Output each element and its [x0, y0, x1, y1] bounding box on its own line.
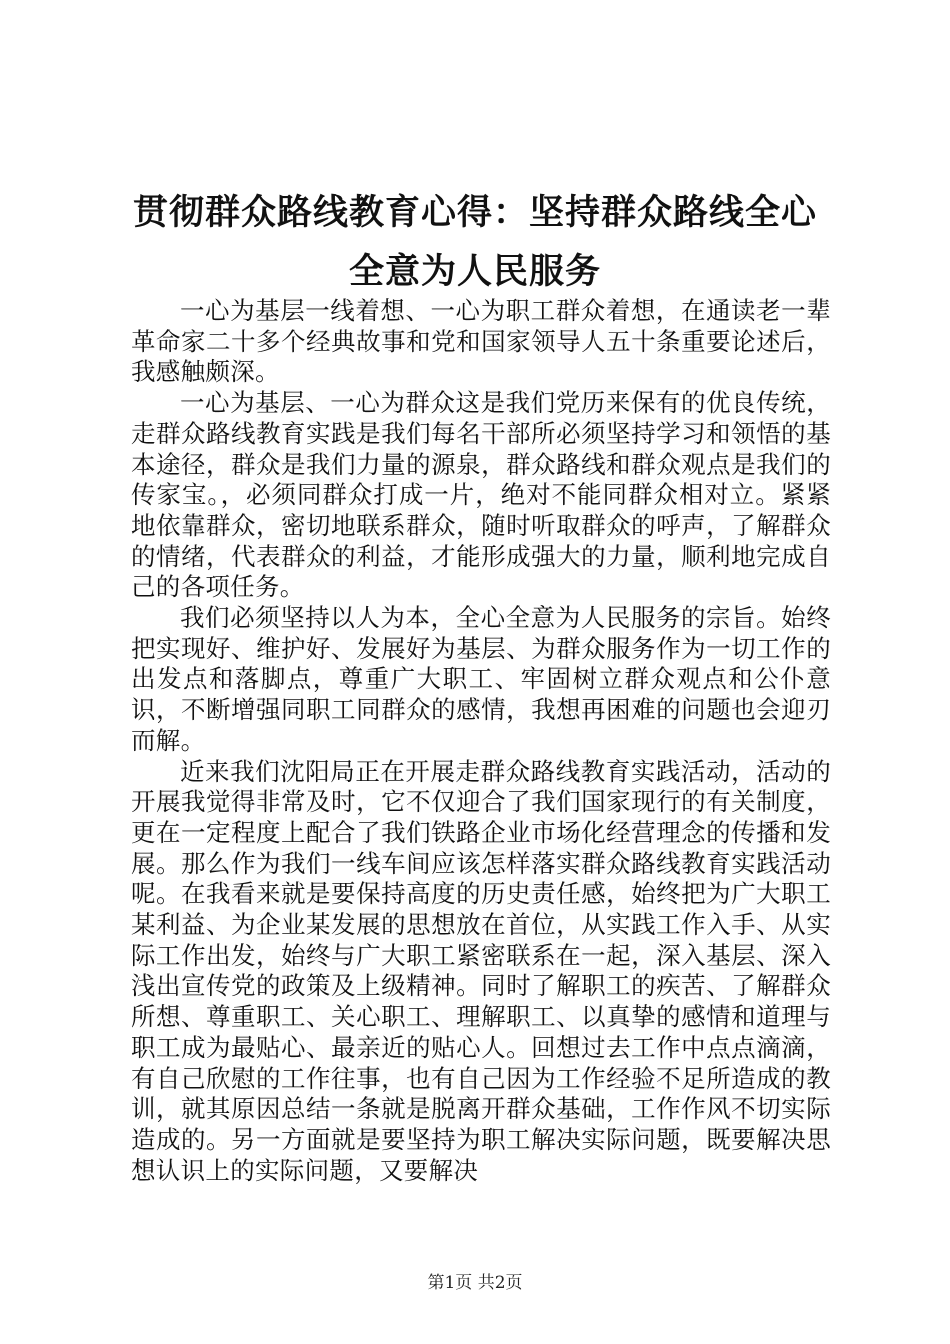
paragraph: 我们必须坚持以人为本，全心全意为人民服务的宗旨。始终把实现好、维护好、发展好为基层、为群众服务作为一切工作的出发点和落脚点，尊重广大职工、牢固树立群众观点和公仆意识，不断增强同职工同群众的感情，我想再困难的问题也会迎刃而解。 [131, 603, 831, 755]
document-title: 贯彻群众路线教育心得：坚持群众路线全心全意为人民服务 [132, 193, 817, 292]
page-number-footer: 第1页 共2页 [427, 1273, 523, 1293]
paragraph: 一心为基层一线着想、一心为职工群众着想，在通读老一辈革命家二十多个经典故事和党和国家领导人五十条重要论述后，我感触颇深。 [131, 296, 831, 387]
paragraph: 一心为基层、一心为群众这是我们党历来保有的优良传统，走群众路线教育实践是我们每名干部所必须坚持学习和领悟的基本途径，群众是我们力量的源泉，群众路线和群众观点是我们的传家宝。，必须同群众打成一片，绝对不能同群众相对立。紧紧地依靠群众，密切地联系群众，随时听取群众的呼声，了解群众的情绪，代表群众的利益，才能形成强大的力量，顺利地完成自己的各项任务。 [131, 388, 831, 602]
document-body [131, 296, 831, 1186]
paragraph: 近来我们沈阳局正在开展走群众路线教育实践活动，活动的开展我觉得非常及时，它不仅迎合了我们国家现行的有关制度，更在一定程度上配合了我们铁路企业市场化经营理念的传播和发展。那么作为我们一线车间应该怎样落实群众路线教育实践活动呢。在我看来就是要保持高度的历史责任感，始终把为广大职工某利益、为企业某发展的思想放在首位，从实践工作入手、从实际工作出发，始终与广大职工紧密联系在一起，深入基层、深入浅出宣传党的政策及上级精神。同时了解职工的疾苦、了解群众所想、尊重职工、关心职工、理解职工、以真挚的感情和道理与职工成为最贴心、最亲近的贴心人。回想过去工作中点点滴滴，有自己欣慰的工作往事，也有自己因为工作经验不足所造成的教训，就其原因总结一条就是脱离开群众基础，工作作风不切实际造成的。另一方面就是要坚持为职工解决实际问题，既要解决思想认识上的实际问题，又要解决 [131, 756, 831, 1185]
